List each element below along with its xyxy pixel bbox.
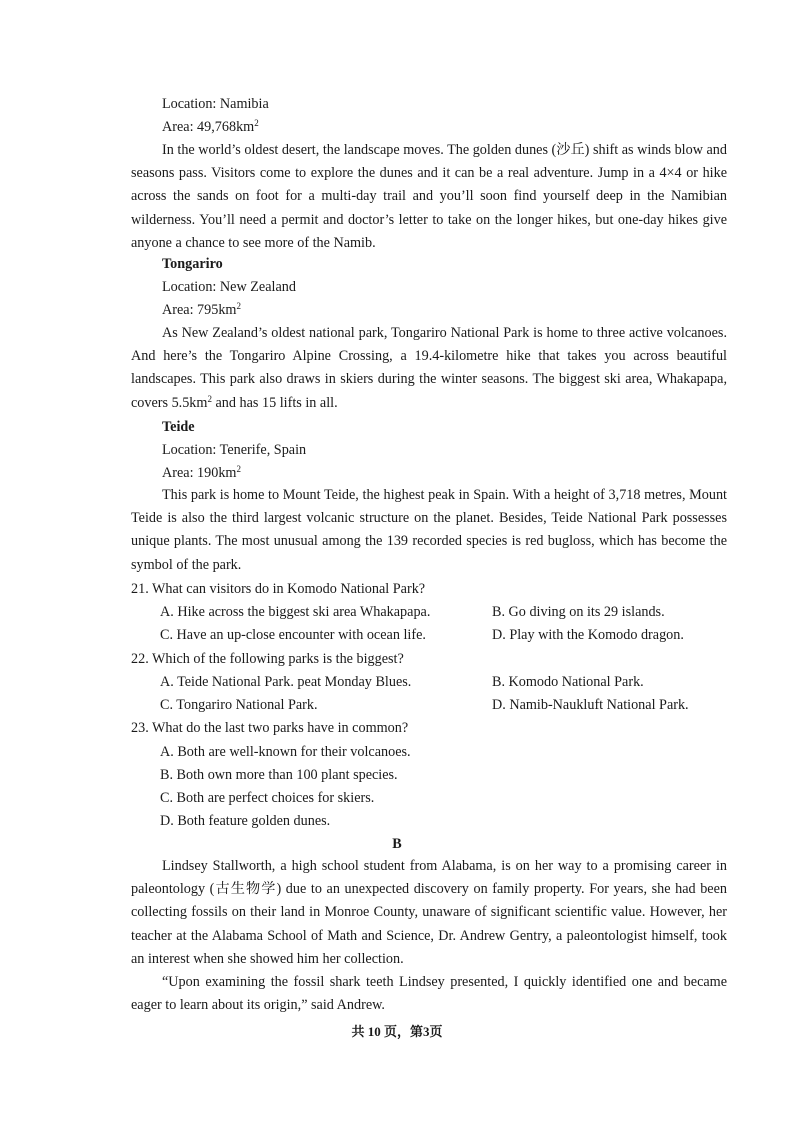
park2-name: Tongariro — [162, 256, 223, 272]
park3-area: Area: $190km^2$ — [162, 464, 241, 481]
park3-name: Teide — [162, 419, 195, 435]
q22-option-b[interactable]: B. Komodo National Park. — [492, 674, 644, 690]
page-footer: 共 10 页，第3页 — [351, 1024, 443, 1039]
q23-stem: 23. What do the last two parks have in common? — [131, 720, 409, 736]
q21-option-a[interactable]: A. Hike across the biggest ski area Whakapapa. — [160, 604, 431, 620]
section-b-paragraph-1: Lindsey Stallworth, a high school student from Alabama, is on her way to a promising career in paleontology (古生物学) due to an unexpected discovery on family property. For years, she had been collecting fossils on their land in Monroe County, unaware of significant scientific value. However, her teacher at the Alabama School of Math and Science, Dr. Andrew Gentry, a paleontologist himself, took an interest when she showed him her collection. — [131, 858, 727, 967]
q23-option-d[interactable]: D. Both feature golden dunes. — [160, 813, 331, 829]
q23-option-b[interactable]: B. Both own more than 100 plant species. — [160, 767, 398, 783]
q23-option-c[interactable]: C. Both are perfect choices for skiers. — [160, 790, 375, 806]
q22-option-d[interactable]: D. Namib-Naukluft National Park. — [492, 697, 689, 713]
q22-stem: 22. Which of the following parks is the biggest? — [131, 651, 404, 667]
q21-option-c[interactable]: C. Have an up-close encounter with ocean life. — [160, 627, 426, 643]
q21-stem: 21. What can visitors do in Komodo National Park? — [131, 581, 426, 597]
q21-option-b[interactable]: B. Go diving on its 29 islands. — [492, 604, 665, 620]
park2-area: Area: $795km^2$ — [162, 301, 241, 318]
park2-description: As New Zealand’s oldest national park, Tongariro National Park is home to three active volcanoes. And here’s the Tongariro Alpine Crossing, a 19.4-kilometre hike that takes you across beautiful landscapes. This park also draws in skiers during the winter seasons. The biggest ski area, Whakapapa, covers $5.5km^2$ and has 15 lifts in all. — [131, 325, 727, 411]
park1-description: In the world’s oldest desert, the landscape moves. The golden dunes (沙丘) shift as winds blow and seasons pass. Visitors come to explore the dunes and it can be a real adventure. Jump in a 4×4 or hike across the sands on foot for a multi-day trail and you’ll soon find yourself deep in the Namibian wilderness. You’ll need a permit and doctor’s letter to take on the longer hikes, but one-day hikes give anyone a chance to see more of the Namib. — [131, 142, 727, 251]
park3-description: This park is home to Mount Teide, the highest peak in Spain. With a height of 3,718 metres, Mount Teide is also the third largest volcanic structure on the planet. Besides, Teide National Park possesses unique plants. The most unusual among the 139 recorded species is red bugloss, which has become the symbol of the park. — [131, 487, 727, 573]
q21-option-d[interactable]: D. Play with the Komodo dragon. — [492, 627, 684, 643]
section-b-paragraph-2: “Upon examining the fossil shark teeth Lindsey presented, I quickly identified one and became eager to learn about its origin,” said Andrew. — [131, 974, 727, 1014]
q23-option-a[interactable]: A. Both are well-known for their volcanoes. — [160, 744, 411, 760]
park1-location: Location: Namibia — [162, 96, 269, 112]
park1-area: Area: $49,768km^2$ — [162, 118, 259, 135]
q22-option-c[interactable]: C. Tongariro National Park. — [160, 697, 318, 713]
park2-location: Location: New Zealand — [162, 279, 296, 295]
q22-option-a[interactable]: A. Teide National Park. peat Monday Blues. — [160, 674, 412, 690]
section-b-heading: B — [392, 836, 402, 852]
park3-location: Location: Tenerife, Spain — [162, 442, 307, 458]
